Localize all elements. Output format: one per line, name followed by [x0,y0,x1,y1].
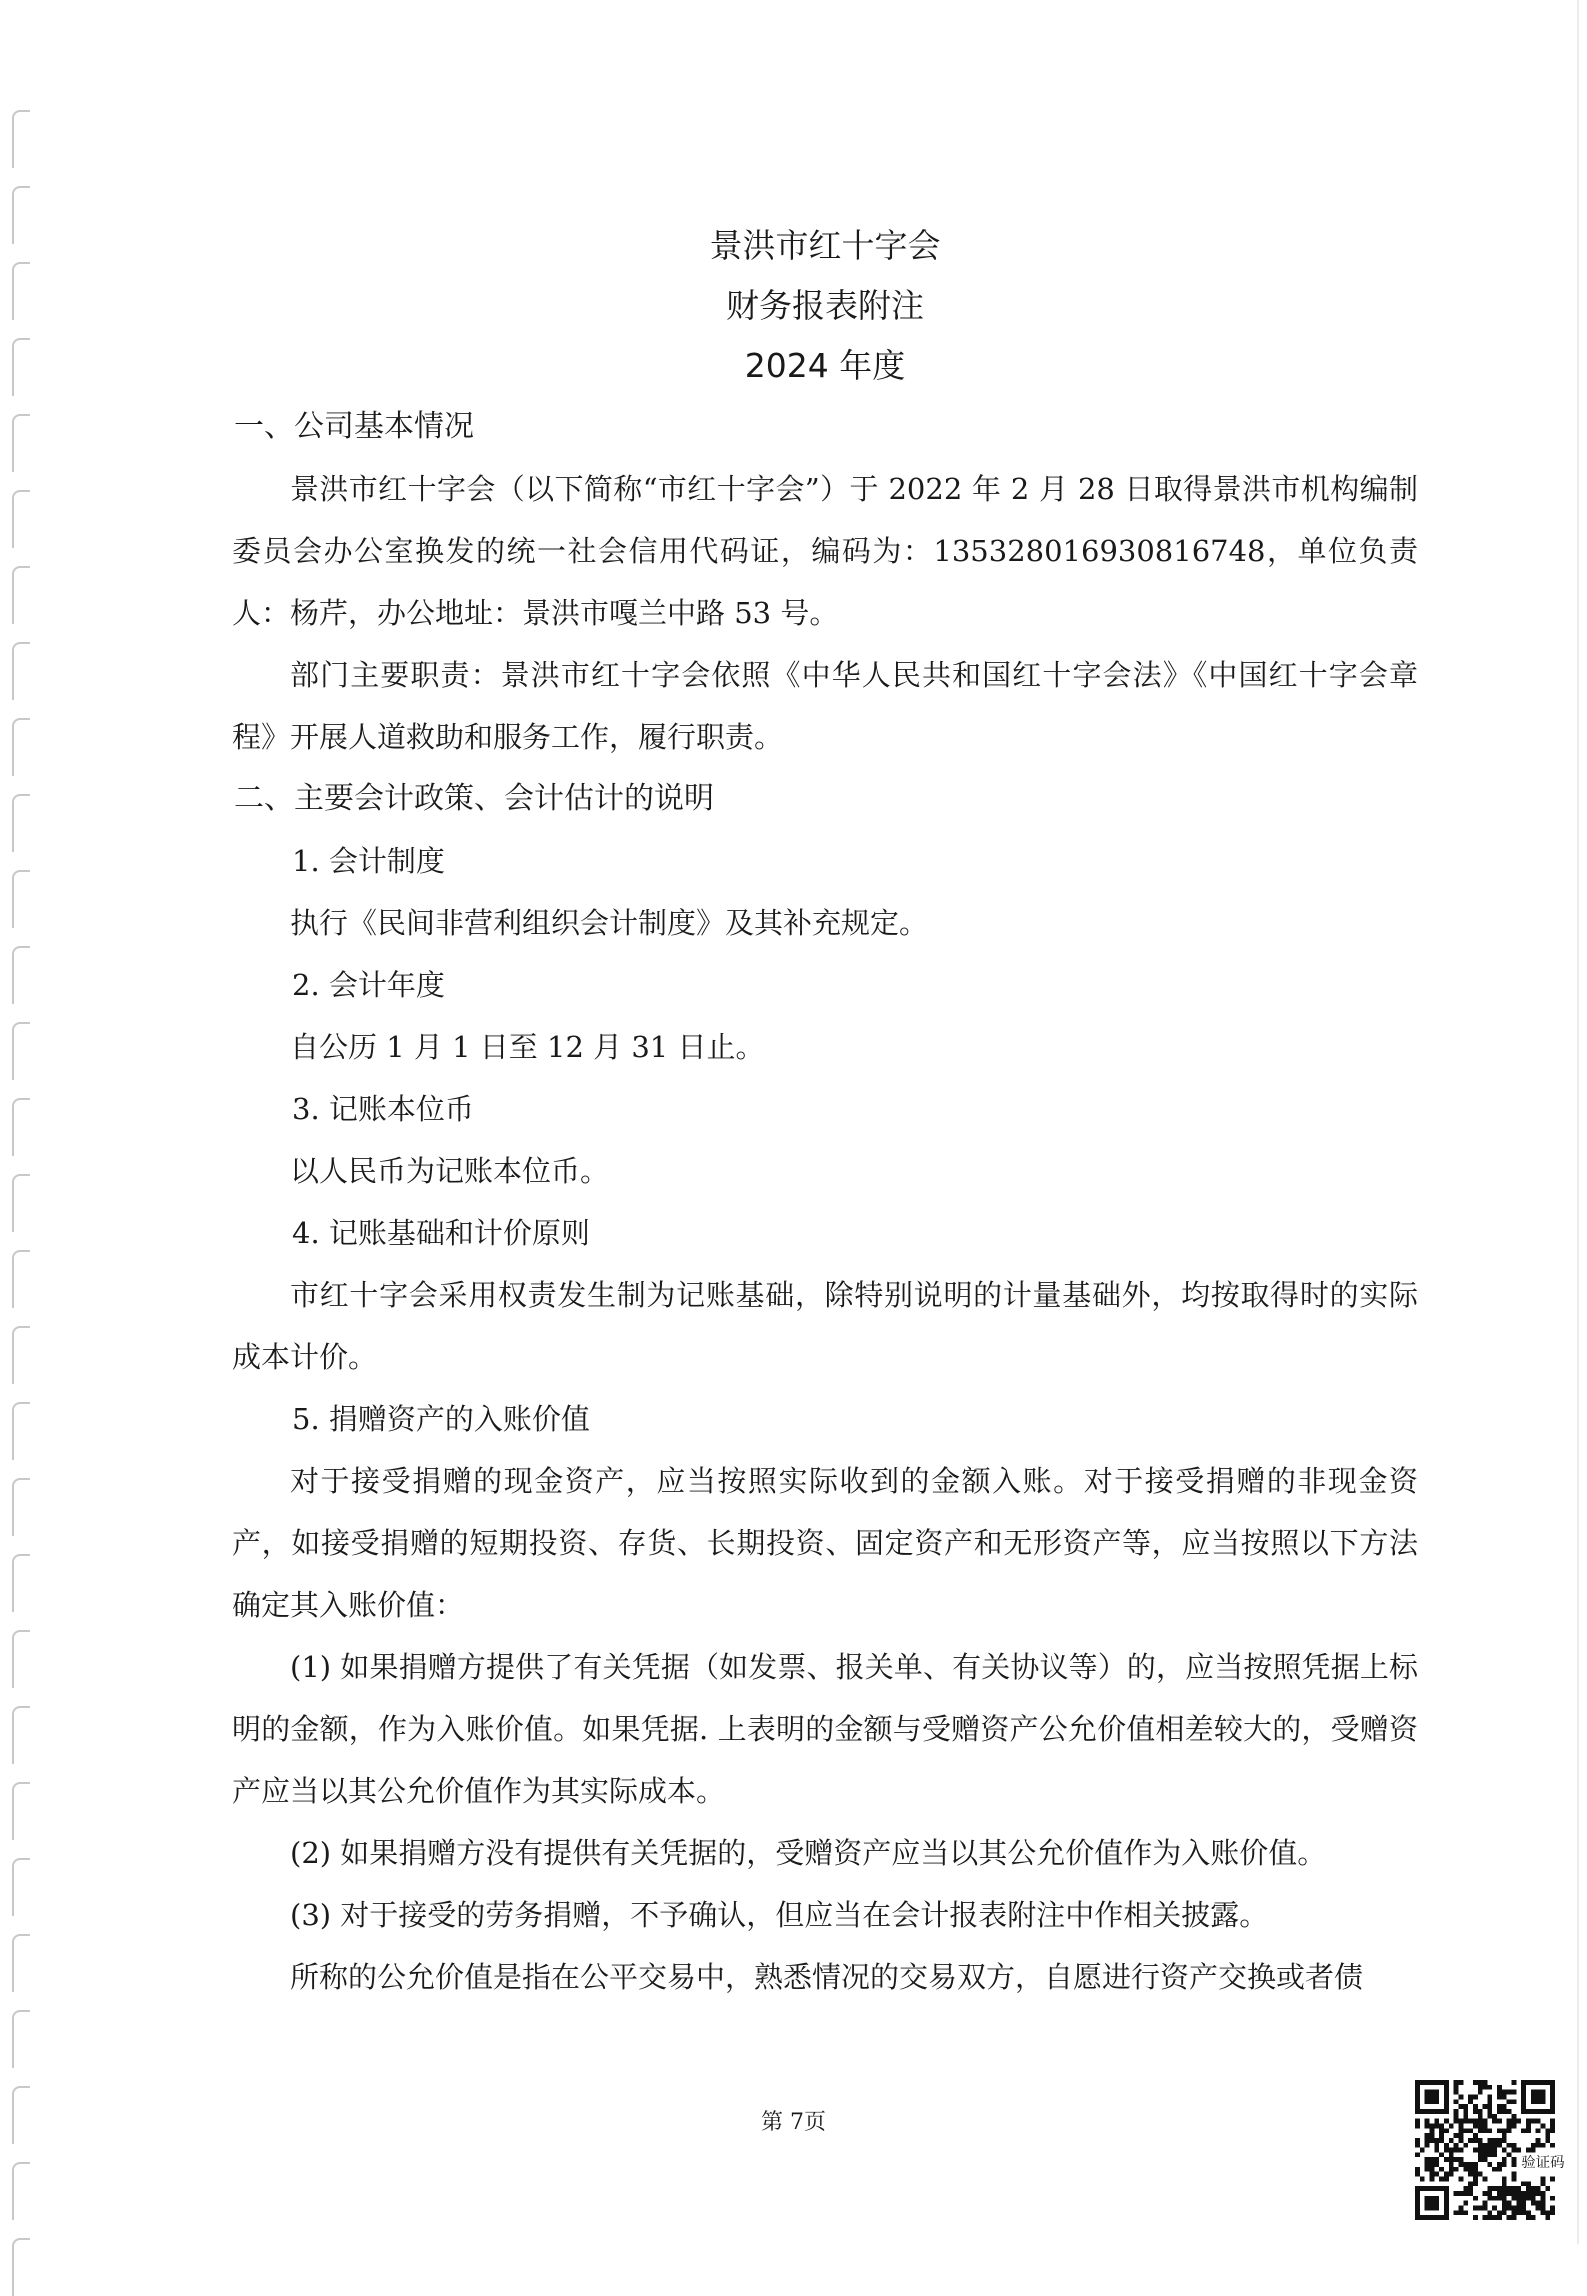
binding-hole [12,1022,30,1080]
item-2-text: 自公历 1 月 1 日至 12 月 31 日止。 [290,1030,765,1064]
binding-hole [12,642,30,700]
item-5-paragraph-2: (1) 如果捐赠方提供了有关凭据（如发票、报关单、有关协议等）的，应当按照凭据上标明的金额，作为入账价值。如果凭据. 上表明的金额与受赠资产公允价值相差较大的，受赠资产应当以其公允价值作为其实际成本。 [232,1650,1418,1808]
binding-hole [12,1706,30,1764]
item-3-heading: 3. 记账本位币 [292,1092,474,1126]
item-2-heading: 2. 会计年度 [292,968,445,1002]
binding-hole [12,1174,30,1232]
binding-hole [12,1858,30,1916]
binding-hole [12,262,30,320]
binding-hole [12,1630,30,1688]
binding-hole [12,2238,30,2296]
binding-holes [0,0,60,2244]
section-2-heading: 二、主要会计政策、会计估计的说明 [234,781,714,816]
verification-qr-code-icon [1415,2080,1565,2220]
binding-hole [12,870,30,928]
doc-year: 2024 年度 [744,346,906,385]
item-3-text: 以人民币为记账本位币。 [290,1154,610,1188]
document-page [232,216,1418,2008]
item-5-paragraph-4: (3) 对于接受的劳务捐赠，不予确认，但应当在会计报表附注中作相关披露。 [290,1898,1269,1932]
binding-hole [12,1402,30,1460]
binding-hole [12,2162,30,2220]
item-5-paragraph-1: 对于接受捐赠的现金资产，应当按照实际收到的金额入账。对于接受捐赠的非现金资产，如接受捐赠的短期投资、存货、长期投资、固定资产和无形资产等，应当按照以下方法确定其入账价值： [232,1464,1418,1622]
binding-hole [12,1326,30,1384]
page-number: 第 7页 [761,2110,826,2135]
binding-hole [12,1250,30,1308]
section-1-heading: 一、公司基本情况 [234,409,474,444]
binding-hole [12,414,30,472]
org-title: 景洪市红十字会 [709,226,941,265]
binding-hole [12,718,30,776]
item-5-paragraph-3: (2) 如果捐赠方没有提供有关凭据的，受赠资产应当以其公允价值作为入账价值。 [290,1836,1327,1870]
binding-hole [12,566,30,624]
binding-hole [12,110,30,168]
page-edge [1577,0,1579,2244]
binding-hole [12,490,30,548]
binding-hole [12,186,30,244]
qr-caption: 验证码 [1521,2154,1565,2171]
binding-hole [12,946,30,1004]
item-1-text: 执行《民间非营利组织会计制度》及其补充规定。 [290,906,929,940]
binding-hole [12,1478,30,1536]
binding-hole [12,1554,30,1612]
binding-hole [12,338,30,396]
doc-title: 财务报表附注 [726,286,924,325]
section-1-paragraph-2: 部门主要职责：景洪市红十字会依照《中华人民共和国红十字会法》《中国红十字会章程》开展人道救助和服务工作，履行职责。 [232,658,1418,754]
item-4-text: 市红十字会采用权责发生制为记账基础，除特别说明的计量基础外，均按取得时的实际成本计价。 [232,1278,1418,1374]
binding-hole [12,794,30,852]
item-4-heading: 4. 记账基础和计价原则 [292,1216,590,1250]
binding-hole [12,2010,30,2068]
item-5-paragraph-5: 所称的公允价值是指在公平交易中，熟悉情况的交易双方，自愿进行资产交换或者债 [290,1960,1364,1994]
binding-hole [12,1782,30,1840]
item-1-heading: 1. 会计制度 [292,844,445,878]
section-1-paragraph-1: 景洪市红十字会（以下简称“市红十字会”）于 2022 年 2 月 28 日取得景洪市机构编制委员会办公室换发的统一社会信用代码证，编码为：13532801693081674​8，单位负责人：杨芹，办公地址：景洪市嘎兰中路 53 号。 [232,472,1418,630]
binding-hole [12,1934,30,1992]
item-5-heading: 5. 捐赠资产的入账价值 [292,1402,590,1436]
binding-hole [12,1098,30,1156]
